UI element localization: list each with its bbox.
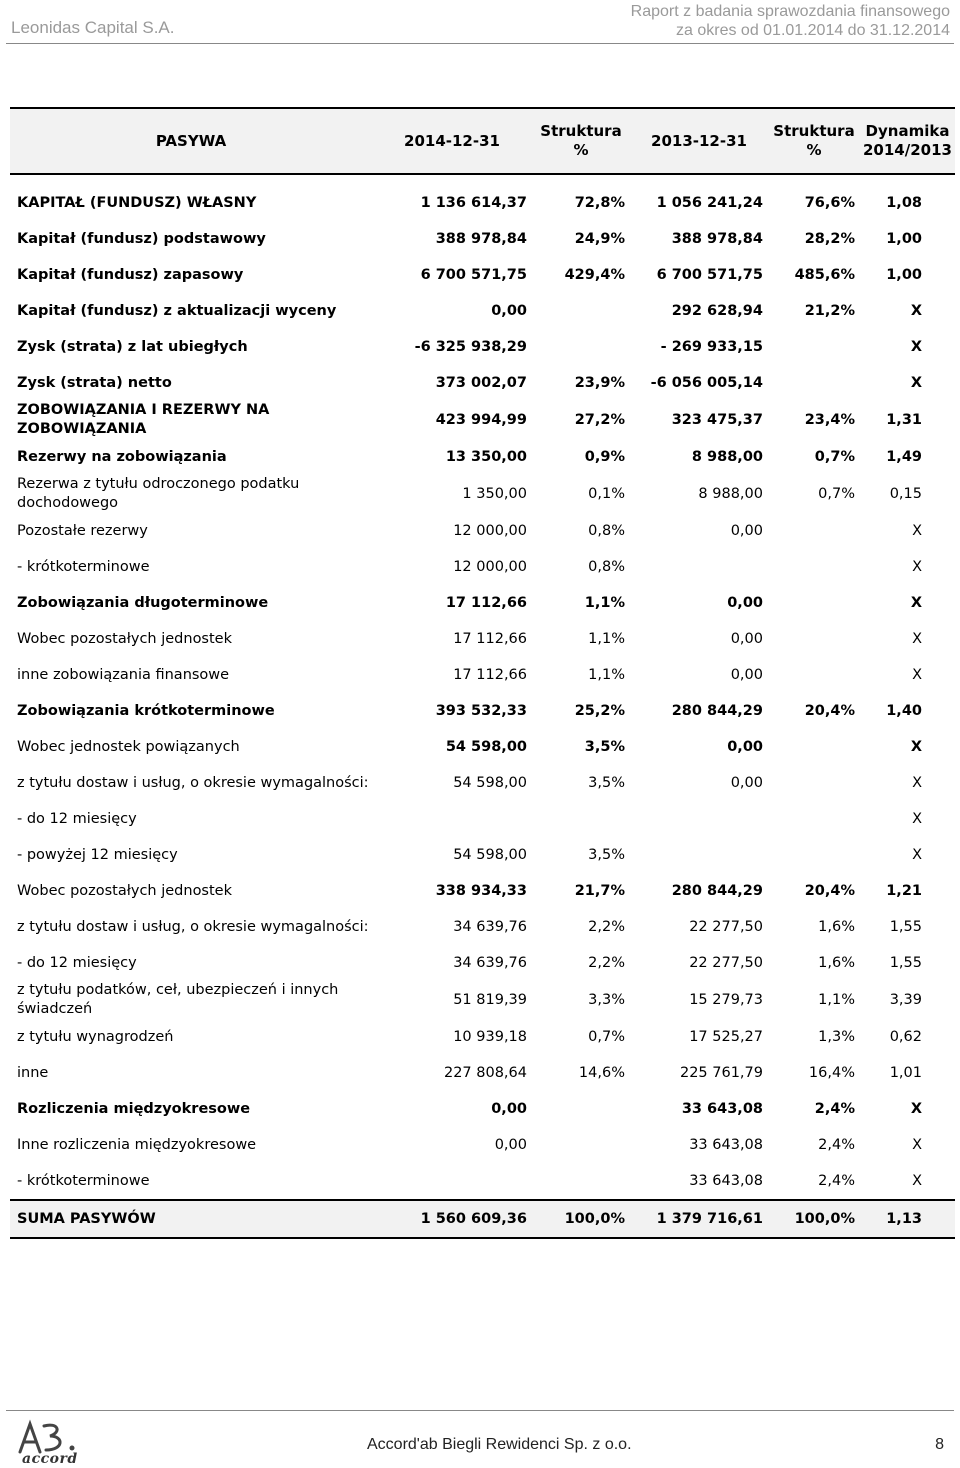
cell-dyn: 3,39: [889, 991, 922, 1008]
cell-v1: 0,00: [491, 1101, 527, 1117]
cell-label: - krótkoterminowe: [17, 559, 150, 575]
cell-dyn: X: [912, 523, 922, 539]
table-row: [10, 945, 955, 981]
cell-label: inne: [17, 1065, 49, 1081]
cell-s2: [768, 329, 860, 365]
cell-s2: [768, 513, 860, 549]
cell-dyn: X: [912, 847, 922, 863]
cell-label: inne zobowiązania finansowe: [17, 667, 230, 683]
table-row: [10, 329, 955, 365]
cell-s1: 2,2%: [588, 955, 625, 971]
cell-v2: 0,00: [727, 595, 763, 611]
cell-label: Zobowiązania krótkoterminowe: [17, 703, 275, 719]
cell-v1: 34 639,76: [453, 955, 527, 971]
table-row: [10, 365, 955, 401]
cell-s2: 21,2%: [804, 303, 855, 319]
table-row: [10, 585, 955, 621]
col-header-dynamics: [860, 108, 955, 174]
cell-v2: 292 628,94: [671, 303, 763, 319]
cell-s2: 485,6%: [794, 267, 855, 283]
cell-s2: 20,4%: [804, 883, 855, 899]
cell-v1: 54 598,00: [445, 739, 527, 755]
cell-v2: 0,00: [730, 631, 763, 647]
col-header-date-2014: 2014-12-31: [372, 108, 532, 174]
cell-s1: [532, 329, 630, 365]
cell-s1: 3,5%: [588, 847, 625, 863]
cell-v2: 280 844,29: [671, 703, 763, 719]
total-cell-v1: 1 560 609,36: [372, 1200, 532, 1238]
cell-v2: 6 700 571,75: [656, 267, 763, 283]
cell-s1: 14,6%: [578, 1065, 625, 1081]
cell-v1: 10 939,18: [453, 1029, 527, 1045]
cell-dyn: 0,62: [889, 1029, 922, 1045]
cell-dyn: X: [912, 775, 922, 791]
cell-v1: 17 112,66: [453, 631, 527, 647]
cell-s1: 429,4%: [564, 267, 625, 283]
table-body: [10, 174, 955, 1238]
cell-v2: 0,00: [730, 667, 763, 683]
cell-dyn: X: [912, 667, 922, 683]
table-row: [10, 765, 955, 801]
cell-dyn: 1,40: [886, 703, 922, 719]
cell-s2: [768, 365, 860, 401]
cell-v1: 12 000,00: [453, 523, 527, 539]
col-header-date-2013: 2013-12-31: [630, 108, 768, 174]
cell-s1: 0,8%: [588, 523, 625, 539]
cell-dyn: X: [912, 811, 922, 827]
cell-label: z tytułu podatków, ceł, ubezpieczeń i innych świadczeń: [17, 982, 339, 1017]
cell-v1: 388 978,84: [435, 231, 527, 247]
cell-v2: 8 988,00: [698, 485, 763, 502]
col-header-dynamics-line2: 2014/2013: [863, 141, 952, 159]
cell-v1: 373 002,07: [435, 375, 527, 391]
cell-dyn: X: [912, 631, 922, 647]
cell-s1: [532, 1127, 630, 1163]
cell-dyn: 1,31: [886, 411, 922, 428]
cell-s1: 3,5%: [588, 775, 625, 791]
cell-label: Wobec pozostałych jednostek: [17, 883, 232, 899]
cell-s1: 0,9%: [584, 449, 625, 465]
cell-v1: 51 819,39: [453, 991, 527, 1008]
cell-s1: 25,2%: [574, 703, 625, 719]
table-row: [10, 909, 955, 945]
cell-label: Pozostałe rezerwy: [17, 523, 148, 539]
cell-s1: 3,5%: [584, 739, 625, 755]
cell-v1: 13 350,00: [445, 449, 527, 465]
cell-s1: 1,1%: [588, 667, 625, 683]
cell-v2: [630, 801, 768, 837]
table-row: [10, 549, 955, 585]
cell-v2: -6 056 005,14: [650, 375, 763, 391]
col-header-structure-2013-line1: Struktura: [773, 122, 855, 140]
cell-label: - krótkoterminowe: [17, 1173, 150, 1189]
cell-label: - do 12 miesięcy: [17, 811, 137, 827]
cell-v2: [630, 549, 768, 585]
table-row: [10, 1163, 955, 1200]
table-row: [10, 475, 955, 513]
cell-s2: 76,6%: [804, 195, 855, 211]
cell-s1: 24,9%: [574, 231, 625, 247]
cell-label: z tytułu wynagrodzeń: [17, 1029, 174, 1045]
cell-v2: 388 978,84: [671, 231, 763, 247]
cell-label: Kapitał (fundusz) zapasowy: [17, 267, 244, 283]
table-row: [10, 185, 955, 221]
total-cell-s1: 100,0%: [532, 1200, 630, 1238]
cell-s2: 28,2%: [804, 231, 855, 247]
cell-label: - do 12 miesięcy: [17, 955, 137, 971]
cell-dyn: X: [910, 339, 922, 355]
cell-s2: 1,1%: [818, 991, 855, 1008]
cell-label: Zysk (strata) netto: [17, 375, 172, 391]
total-cell-s2: 100,0%: [768, 1200, 860, 1238]
cell-s2: 16,4%: [808, 1065, 855, 1081]
cell-v2: 0,00: [730, 523, 763, 539]
col-header-structure-2014: [532, 108, 630, 174]
cell-s1: 72,8%: [574, 195, 625, 211]
cell-label: Zobowiązania długoterminowe: [17, 595, 269, 611]
cell-v2: 0,00: [730, 775, 763, 791]
cell-s2: 1,6%: [818, 955, 855, 971]
cell-label: ZOBOWIĄZANIA I REZERWY NA ZOBOWIĄZANIA: [17, 402, 270, 437]
cell-label: Rozliczenia międzyokresowe: [17, 1101, 251, 1117]
col-header-structure-2014-line1: Struktura: [540, 122, 622, 140]
cell-s2: 2,4%: [818, 1173, 855, 1189]
report-period: za okres od 01.01.2014 do 31.12.2014: [676, 22, 950, 39]
cell-v2: 33 643,08: [689, 1173, 763, 1189]
table-row: [10, 439, 955, 475]
cell-dyn: 1,49: [886, 449, 922, 465]
cell-s1: 0,7%: [588, 1029, 625, 1045]
cell-v1: -6 325 938,29: [414, 339, 527, 355]
footer-firm-name: Accord'ab Biegli Rewidenci Sp. z o.o.: [367, 1436, 632, 1453]
cell-v1: 1 136 614,37: [420, 195, 527, 211]
total-cell-dyn: 1,13: [860, 1200, 955, 1238]
cell-v2: [630, 837, 768, 873]
table-header-row: [10, 108, 955, 174]
cell-v2: - 269 933,15: [660, 339, 763, 355]
cell-v2: 225 761,79: [679, 1065, 763, 1081]
cell-dyn: X: [910, 303, 922, 319]
cell-s2: [768, 621, 860, 657]
cell-s1: [532, 293, 630, 329]
cell-dyn: 1,55: [889, 919, 922, 935]
table-row: [10, 657, 955, 693]
cell-s2: [768, 657, 860, 693]
cell-dyn: 1,00: [886, 231, 922, 247]
cell-v2: 15 279,73: [689, 991, 763, 1008]
cell-label: Zysk (strata) z lat ubiegłych: [17, 339, 248, 355]
cell-dyn: X: [910, 595, 922, 611]
cell-s1: 1,1%: [588, 631, 625, 647]
cell-v1: 338 934,33: [435, 883, 527, 899]
cell-v1: 17 112,66: [445, 595, 527, 611]
table-row: [10, 1019, 955, 1055]
cell-v1: [372, 1163, 532, 1200]
cell-s2: 23,4%: [804, 411, 855, 428]
cell-s2: [768, 765, 860, 801]
cell-label: Wobec jednostek powiązanych: [17, 739, 240, 755]
logo-wordmark: accord: [22, 1451, 78, 1467]
footer-divider: [6, 1410, 954, 1411]
cell-v1: 423 994,99: [435, 411, 527, 428]
total-cell-label: SUMA PASYWÓW: [10, 1200, 372, 1238]
table-row: [10, 401, 955, 439]
cell-v1: 0,00: [494, 1137, 527, 1153]
cell-v2: 17 525,27: [689, 1029, 763, 1045]
col-header-structure-2013-line2: %: [806, 141, 822, 159]
cell-label: Kapitał (fundusz) z aktualizacji wyceny: [17, 303, 337, 319]
cell-s1: 2,2%: [588, 919, 625, 935]
table-row: [10, 293, 955, 329]
table-row: [10, 257, 955, 293]
cell-v2: 280 844,29: [671, 883, 763, 899]
cell-dyn: 0,15: [889, 485, 922, 502]
col-header-pasywa: PASYWA: [10, 108, 372, 174]
cell-s2: 20,4%: [804, 703, 855, 719]
cell-s1: 1,1%: [584, 595, 625, 611]
cell-v1: 34 639,76: [453, 919, 527, 935]
table-row: [10, 981, 955, 1019]
cell-s1: 3,3%: [588, 991, 625, 1008]
cell-v1: 0,00: [491, 303, 527, 319]
cell-s1: 0,8%: [588, 559, 625, 575]
cell-v1: 1 350,00: [462, 485, 527, 502]
cell-s2: [768, 837, 860, 873]
cell-s1: [532, 801, 630, 837]
cell-dyn: X: [910, 1101, 922, 1117]
cell-s2: [768, 729, 860, 765]
cell-dyn: X: [910, 739, 922, 755]
table-row: [10, 729, 955, 765]
table-row: [10, 693, 955, 729]
cell-dyn: 1,01: [889, 1065, 922, 1081]
cell-s2: 1,3%: [818, 1029, 855, 1045]
cell-s2: 1,6%: [818, 919, 855, 935]
cell-s1: 23,9%: [574, 375, 625, 391]
cell-dyn: X: [912, 1173, 922, 1189]
cell-v2: 22 277,50: [689, 955, 763, 971]
cell-v1: 227 808,64: [443, 1065, 527, 1081]
accord-logo: [14, 1418, 84, 1466]
page-number: 8: [935, 1436, 944, 1453]
table-row: [10, 621, 955, 657]
col-header-structure-2014-line2: %: [573, 141, 589, 159]
table-row: [10, 1091, 955, 1127]
report-title-line1: Raport z badania sprawozdania finansowego: [630, 3, 950, 20]
cell-v1: 54 598,00: [453, 775, 527, 791]
cell-dyn: 1,08: [886, 195, 922, 211]
cell-v2: 8 988,00: [691, 449, 763, 465]
liabilities-table: [10, 107, 955, 1239]
cell-label: Rezerwy na zobowiązania: [17, 449, 227, 465]
cell-label: z tytułu dostaw i usług, o okresie wymagalności:: [17, 775, 369, 791]
col-header-structure-2013: [768, 108, 860, 174]
cell-dyn: X: [912, 559, 922, 575]
cell-v2: 22 277,50: [689, 919, 763, 935]
cell-s2: [768, 549, 860, 585]
table-row: [10, 221, 955, 257]
cell-label: Inne rozliczenia międzyokresowe: [17, 1137, 257, 1153]
cell-v2: 0,00: [727, 739, 763, 755]
cell-s1: [532, 1091, 630, 1127]
cell-v2: 323 475,37: [671, 411, 763, 428]
table-row: [10, 873, 955, 909]
cell-s1: 21,7%: [574, 883, 625, 899]
cell-v2: 1 056 241,24: [656, 195, 763, 211]
total-cell-v2: 1 379 716,61: [630, 1200, 768, 1238]
cell-s2: [768, 801, 860, 837]
cell-v1: 6 700 571,75: [420, 267, 527, 283]
cell-v2: 33 643,08: [689, 1137, 763, 1153]
cell-v1: 17 112,66: [453, 667, 527, 683]
cell-v1: [372, 801, 532, 837]
cell-label: Wobec pozostałych jednostek: [17, 631, 232, 647]
cell-dyn: X: [912, 1137, 922, 1153]
cell-s1: 0,1%: [588, 485, 625, 502]
cell-v1: 54 598,00: [453, 847, 527, 863]
cell-dyn: 1,55: [889, 955, 922, 971]
cell-s1: 27,2%: [574, 411, 625, 428]
cell-s2: 2,4%: [814, 1101, 855, 1117]
cell-s1: [532, 1163, 630, 1200]
cell-label: KAPITAŁ (FUNDUSZ) WŁASNY: [17, 195, 257, 211]
cell-label: Rezerwa z tytułu odroczonego podatku dochodowego: [17, 476, 300, 511]
table-row: [10, 837, 955, 873]
table-row: [10, 801, 955, 837]
table-row: [10, 1055, 955, 1091]
cell-v1: 12 000,00: [453, 559, 527, 575]
cell-s2: [768, 585, 860, 621]
cell-label: - powyżej 12 miesięcy: [17, 847, 178, 863]
cell-s2: 0,7%: [818, 485, 855, 502]
table-row: [10, 513, 955, 549]
cell-dyn: X: [910, 375, 922, 391]
cell-s2: 0,7%: [814, 449, 855, 465]
cell-v1: 393 532,33: [435, 703, 527, 719]
cell-dyn: 1,00: [886, 267, 922, 283]
cell-dyn: 1,21: [886, 883, 922, 899]
report-title: [631, 2, 950, 40]
total-row: [10, 1200, 955, 1238]
table-row: [10, 1127, 955, 1163]
col-header-dynamics-line1: Dynamika: [865, 122, 950, 140]
cell-label: z tytułu dostaw i usług, o okresie wymagalności:: [17, 919, 369, 935]
header-divider: [6, 43, 954, 44]
cell-s2: 2,4%: [818, 1137, 855, 1153]
company-name: Leonidas Capital S.A.: [11, 18, 175, 37]
cell-label: Kapitał (fundusz) podstawowy: [17, 231, 266, 247]
spacer-row: [10, 174, 955, 185]
cell-v2: 33 643,08: [681, 1101, 763, 1117]
